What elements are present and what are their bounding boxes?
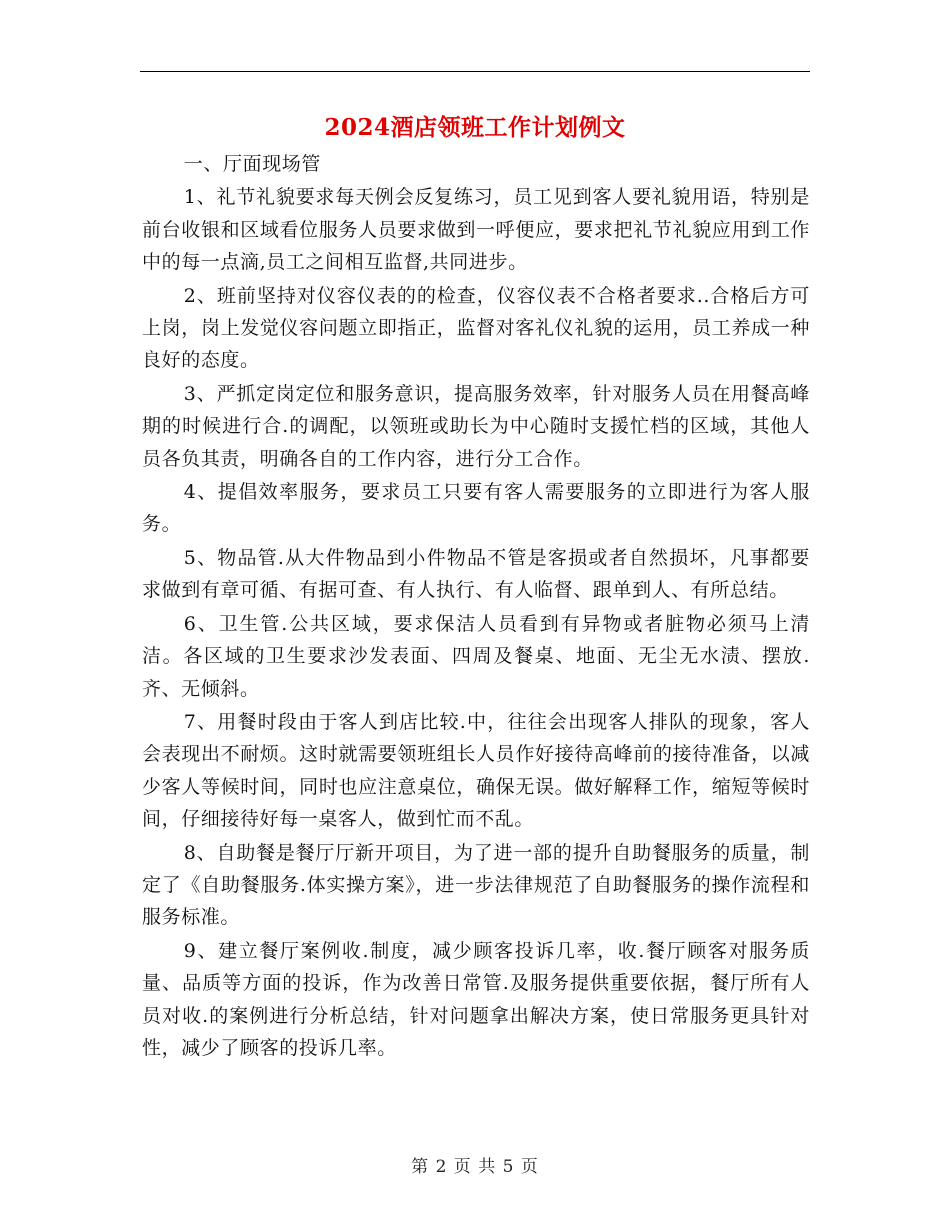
paragraph-3: 3、严抓定岗定位和服务意识，提高服务效率，针对服务人员在用餐高峰期的时候进行合.的调配，以领班或助长为中心随时支援忙档的区域，其他人员各负其责，明确各自的工作内容，进行分工合作。 (142, 382, 810, 470)
document-body (142, 148, 810, 1064)
document-title: 2024酒店领班工作计划例文 (324, 114, 626, 141)
paragraph-1: 1、礼节礼貌要求每天例会反复练习，员工见到客人要礼貌用语，特别是前台收银和区域看位服务人员要求做到一呼便应，要求把礼节礼貌应用到工作中的每一点滴,员工之间相互监督,共同进步。 (142, 186, 810, 274)
paragraph-5: 5、物品管.从大件物品到小件物品不管是客损或者自然损坏，凡事都要求做到有章可循、有据可查、有人执行、有人临督、跟单到人、有所总结。 (142, 546, 810, 602)
paragraph-2: 2、班前坚持对仪容仪表的的检查，仪容仪表不合格者要求..合格后方可上岗，岗上发觉仪容问题立即指正，监督对客礼仪礼貌的运用，员工养成一种良好的态度。 (142, 284, 810, 372)
paragraph-7: 7、用餐时段由于客人到店比较.中，往往会出现客人排队的现象，客人会表现出不耐烦。这时就需要领班组长人员作好接待高峰前的接待准备，以减少客人等候时间，同时也应注意桌位，确保无误。做好解释工作，缩短等候时间，仔细接待好每一桌客人，做到忙而不乱。 (142, 710, 810, 831)
paragraph-8: 8、自助餐是餐厅厅新开项目，为了进一部的提升自助餐服务的质量，制定了《自助餐服务.体实操方案》，进一步法律规范了自助餐服务的操作流程和服务标准。 (142, 841, 810, 929)
section-heading: 一、厅面现场管 (183, 153, 321, 175)
header-rule (140, 71, 810, 72)
paragraph-6: 6、卫生管.公共区域，要求保洁人员看到有异物或者脏物必须马上清洁。各区域的卫生要求沙发表面、四周及餐桌、地面、无尘无水渍、摆放.齐、无倾斜。 (142, 612, 810, 700)
page-number: 第 2 页 共 5 页 (411, 1157, 539, 1177)
paragraph-4: 4、提倡效率服务，要求员工只要有客人需要服务的立即进行为客人服务。 (142, 481, 810, 536)
paragraph-9: 9、建立餐厅案例收.制度，减少顾客投诉几率，收.餐厅顾客对服务质量、品质等方面的投诉，作为改善日常管.及服务提供重要依据，餐厅所有人员对收.的案例进行分析总结，针对问题拿出解决方案，使日常服务更具针对性，减少了顾客的投诉几率。 (142, 939, 810, 1059)
